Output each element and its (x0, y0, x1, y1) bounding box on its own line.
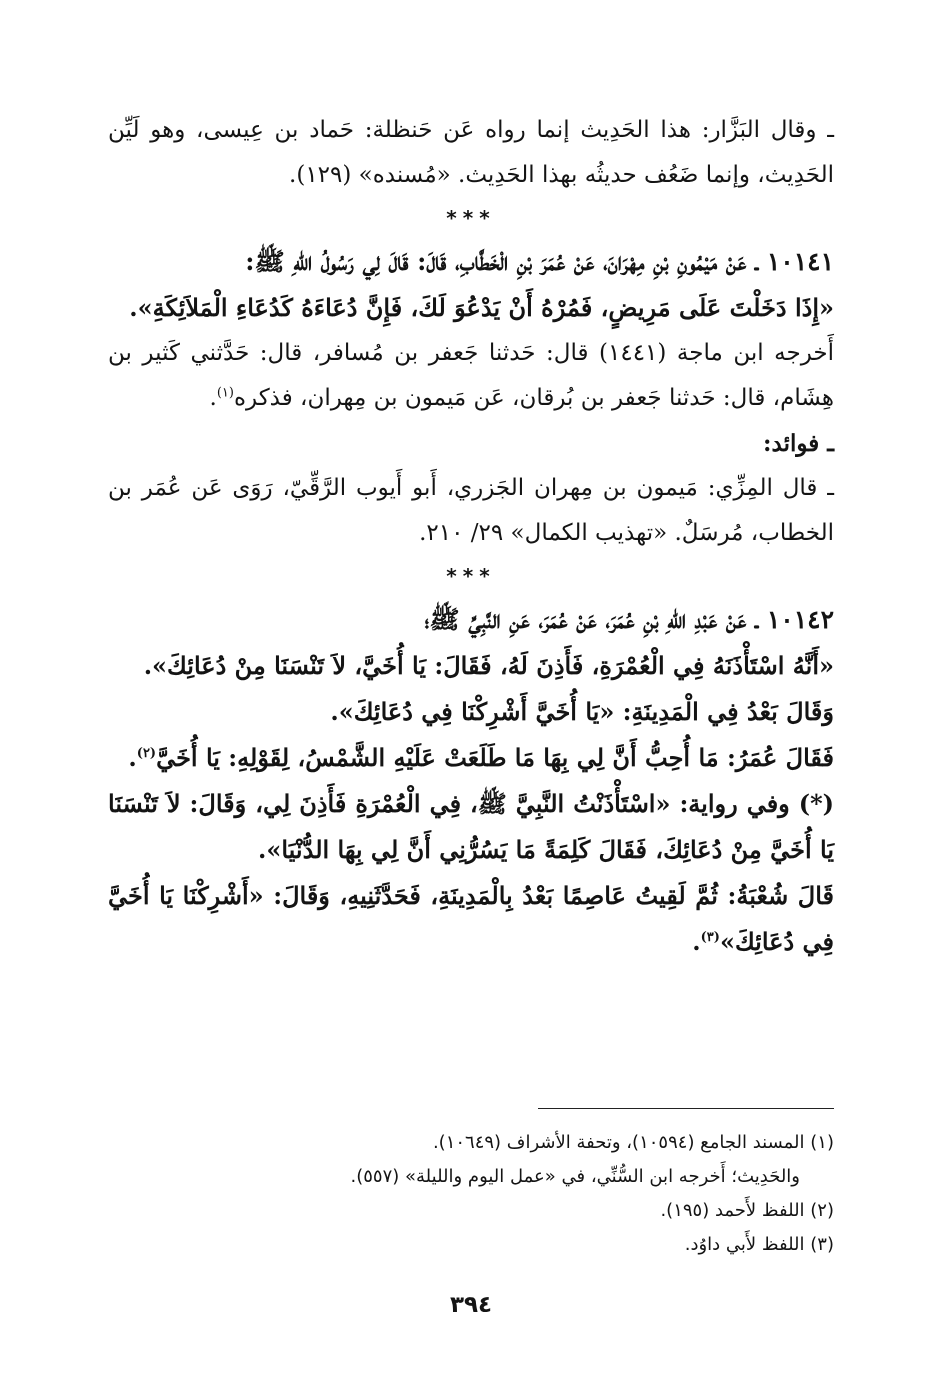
separator-stars: *** (446, 564, 496, 588)
page-number: ٣٩٤ (449, 1292, 493, 1318)
hadith-10142-line: «أَنَّهُ اسْتَأْذَنَهُ فِي الْعُمْرَةِ، فَأَذِنَ لَهُ، فَقَالَ: يَا أُخَيَّ، لاَ تَنْسَنَا مِنْ دُعَائِكَ». (143, 651, 834, 680)
footnote-ref[interactable]: (٢) (136, 746, 157, 761)
footnote-2: (٢) اللفظ لأَحمد (١٩٥). (660, 1200, 834, 1221)
footnotes (108, 1126, 834, 1262)
hadith-10142-line: وَقَالَ بَعْدُ فِي الْمَدِينَةِ: «يَا أُخَيَّ أَشْرِكْنَا فِي دُعَائِكَ». (330, 697, 834, 726)
fawaid-heading: ـ فوائد: (763, 430, 834, 457)
hadith-10141-isnad: ١٠١٤١ ـ عَنْ مَيْمُونِ بْنِ مِهْرَانَ، عَنْ عُمَرَ بْنِ الْخَطَّابِ، قَالَ: قَالَ لِي رَسُولُ اللهِ ﷺ: (245, 247, 834, 276)
hadith-10142-line-text: فَقَالَ عُمَرُ: مَا أُحِبُّ أَنَّ لِي بِهَا مَا طَلَعَتْ عَلَيْهِ الشَّمْسُ، لِقَوْلِهِ: يَا أُخَيَّ (156, 743, 834, 772)
footnote-divider (538, 1108, 834, 1109)
separator-stars: *** (446, 206, 496, 230)
hadith-10141-takhrij: أَخرجه ابن ماجة (١٤٤١) قال: حَدثنا جَعفر بن مُسافر، قال: حَدَّثني كَثير بن هِشَام، قال: حَدثنا جَعفر بن بُرقان، عَن مَيمون بن مِهران، فذكره$^{(١)}$. (108, 340, 834, 411)
takhrij-text: أَخرجه ابن ماجة (١٤٤١) قال: حَدثنا جَعفر بن مُسافر، قال: حَدَّثني كَثير بن هِشَام، قال: حَدثنا جَعفر بن بُرقان، عَن مَيمون بن مِهران، فذكره (108, 340, 834, 411)
hadith-10142-riwaya: (*) وفي رواية: «اسْتَأْذَنْتُ النَّبِيَّ ﷺ، فِي الْعُمْرَةِ فَأَذِنَ لِي، وَقَالَ: لاَ تَنْسَنَا يَا أُخَيَّ مِنْ دُعَائِكَ، فَقَالَ كَلِمَةً مَا يَسُرُّنِي أَنَّ لِي بِهَا الدُّنْيَا». (108, 789, 834, 864)
hadith-10141-matn: «إِذَا دَخَلْتَ عَلَى مَرِيضٍ، فَمُرْهُ أَنْ يَدْعُوَ لَكَ، فَإِنَّ دُعَاءَهُ كَدُعَاءِ الْمَلاَئِكَةِ». (129, 293, 834, 322)
bazzar-comment: ـ وقال البَزَّار: هذا الحَدِيث إنما رواه عَن حَنظلة: حَماد بن عِيسى، وهو لَيِّن الحَدِيث، وإنما ضَعُف حديثُه بهذا الحَدِيث. «مُسنده» (١٢٩). (108, 117, 834, 188)
hadith-10142-line: فَقَالَ عُمَرُ: مَا أُحِبُّ أَنَّ لِي بِهَا مَا طَلَعَتْ عَلَيْهِ الشَّمْسُ، لِقَوْلِهِ: يَا أُخَيَّ$^{(٢)}$. (128, 743, 834, 772)
footnote-1-continued: والحَدِيث؛ أَخرجه ابن السُّنِّي، في «عمل اليوم والليلة» (٥٥٧). (350, 1166, 800, 1187)
hadith-10142-shuba: قَالَ شُعْبَةُ: ثُمَّ لَقِيتُ عَاصِمًا بَعْدُ بِالْمَدِينَةِ، فَحَدَّثَنِيهِ، وَقَالَ: «أَشْرِكْنَا يَا أُخَيَّ فِي دُعَائِكَ»$^{(٣)}$. (108, 881, 834, 956)
footnote-3: (٣) اللفظ لأَبي داوُد. (684, 1234, 834, 1255)
footnote-ref[interactable]: (١) (216, 385, 234, 401)
page-body (108, 108, 834, 965)
hadith-10142-isnad: ١٠١٤٢ ـ عَنْ عَبْدِ اللهِ بْنِ عُمَرَ، عَنْ عُمَرَ، عَنِ النَّبِيِّ ﷺ؛ (424, 605, 834, 634)
hadith-10142-shuba-text: قَالَ شُعْبَةُ: ثُمَّ لَقِيتُ عَاصِمًا بَعْدُ بِالْمَدِينَةِ، فَحَدَّثَنِيهِ، وَقَالَ: «أَشْرِكْنَا يَا أُخَيَّ فِي دُعَائِكَ» (108, 881, 834, 956)
footnote-ref[interactable]: (٣) (700, 930, 720, 945)
footnote-1: (١) المسند الجامع (١٠٥٩٤)، وتحفة الأشراف (١٠٦٤٩). (432, 1132, 834, 1153)
fawaid-text: ـ قال المِزِّي: مَيمون بن مِهران الجَزري، أَبو أَيوب الرَّقِّيّ، رَوَى عَن عُمَر بن الخطاب، مُرسَلٌ. «تهذيب الكمال» ٢٩/ ٢١٠. (108, 475, 834, 546)
